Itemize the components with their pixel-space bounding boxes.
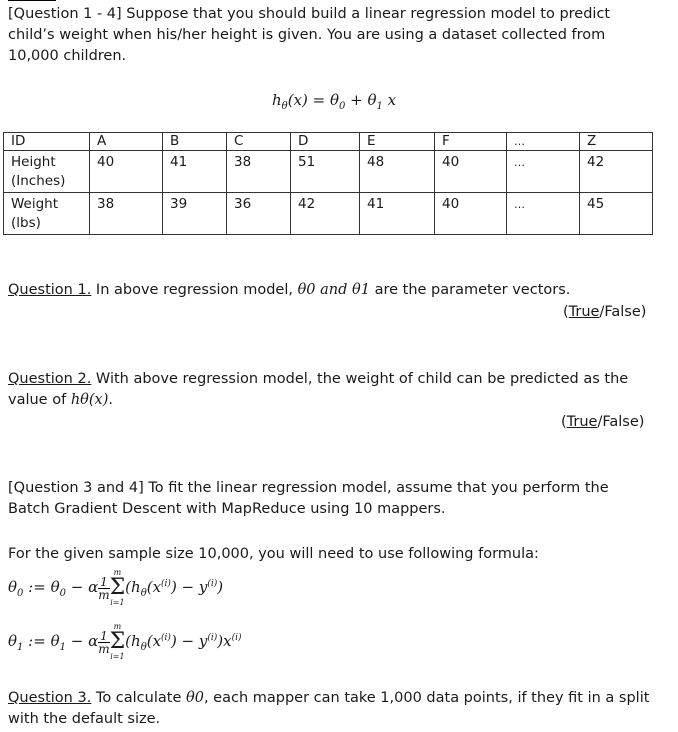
table-cell: 39 (163, 193, 227, 235)
question-3-math: θ0 (185, 690, 204, 706)
table-header-cell: C (227, 133, 291, 151)
table-cell: 40 (435, 151, 507, 193)
table-cell: 48 (360, 151, 435, 193)
answer-true: True (566, 414, 598, 430)
table-header-cell: A (90, 133, 163, 151)
dataset-table (3, 132, 653, 235)
question-2-answer: (True/False) (561, 414, 645, 430)
answer-false: False (604, 304, 641, 320)
table-row (4, 193, 653, 235)
table-cell: 51 (291, 151, 360, 193)
theta1-update-formula: $\theta_1$ := $\theta_1 - \alpha$ $\frac{1}{m}$ m Σ i=1 $(h_\theta(x^{(i)}) - y^{(i)})x^{(i)}$ (8, 622, 242, 661)
question-1-answer: (True/False) (563, 304, 647, 320)
question-2: Question 2. With above regression model, the weight of child can be predicted as the value of hθ(x). (8, 371, 629, 408)
table-header-cell: ID (4, 133, 90, 151)
table-header-row (4, 133, 653, 151)
hypothesis-formula: $h_\theta(x) = \theta_0 + \theta_1$ x (272, 91, 397, 112)
row-label-height: Height (Inches) (4, 151, 90, 193)
table-cell: 40 (435, 193, 507, 235)
question-3-label: Question 3. (8, 690, 92, 706)
table-cell: … (507, 193, 580, 235)
table-header-cell: … (507, 133, 580, 151)
question-1-math: θ0 and θ1 (297, 282, 370, 298)
intro-paragraph: [Question 1 - 4] Suppose that you should build a linear regression model to predict child’s weight when his/her height is given. You are using a dataset collected from 10,000 children. (8, 6, 611, 64)
question-2-math: hθ(x) (70, 392, 109, 408)
answer-false: False (602, 414, 639, 430)
question-3-4-intro: [Question 3 and 4] To fit the linear regression model, assume that you perform the Batch Gradient Descent with MapReduce using 10 mappers. (8, 480, 609, 517)
table-header-cell: B (163, 133, 227, 151)
question-3: Question 3. To calculate θ0, each mapper can take 1,000 data points, if they fit in a split with the default size. (8, 690, 650, 727)
formula-intro: For the given sample size 10,000, you will need to use following formula: (8, 546, 539, 562)
table-cell: 40 (90, 151, 163, 193)
table-cell: 42 (580, 151, 653, 193)
question-2-label: Question 2. (8, 371, 92, 387)
table-cell: 36 (227, 193, 291, 235)
table-cell: 38 (90, 193, 163, 235)
answer-true: True (568, 304, 600, 320)
question-1-label: Question 1. (8, 282, 92, 298)
top-rule (8, 0, 56, 1)
table-cell: 38 (227, 151, 291, 193)
question-1: Question 1. In above regression model, θ0 and θ1 are the parameter vectors. (8, 282, 571, 298)
theta0-update-formula: $\theta_0$ := $\theta_0 - \alpha$ $\frac{1}{m}$ m Σ i=1 $(h_\theta(x^{(i)}) - y^{(i)})$ (8, 568, 224, 607)
table-header-cell: E (360, 133, 435, 151)
table-row (4, 151, 653, 193)
table-cell: … (507, 151, 580, 193)
table-header-cell: D (291, 133, 360, 151)
table-cell: 41 (360, 193, 435, 235)
table-header-cell: Z (580, 133, 653, 151)
table-cell: 41 (163, 151, 227, 193)
table-header-cell: F (435, 133, 507, 151)
row-label-weight: Weight (lbs) (4, 193, 90, 235)
table-cell: 45 (580, 193, 653, 235)
table-cell: 42 (291, 193, 360, 235)
